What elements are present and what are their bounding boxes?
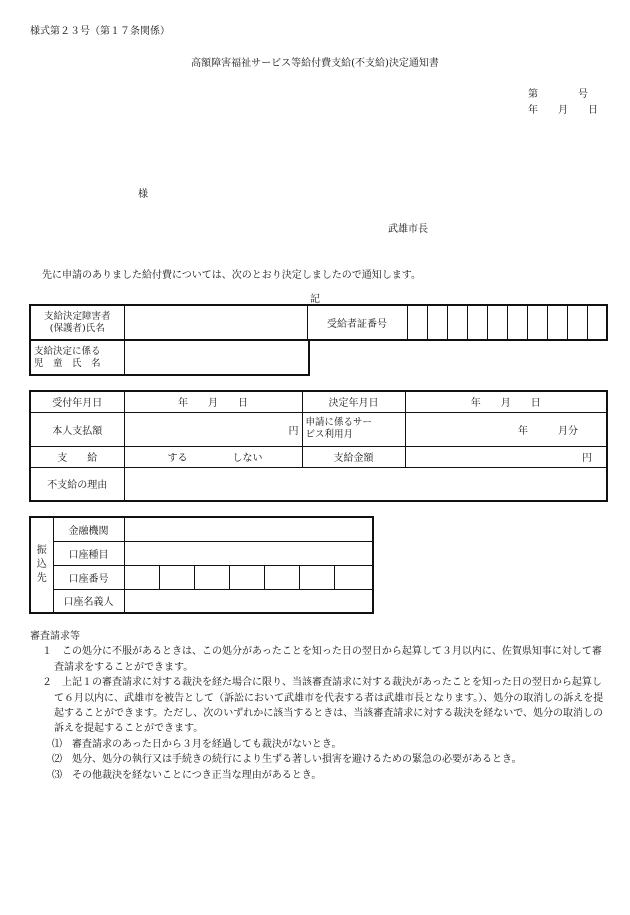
- account-holder-label: 口座名義人: [53, 589, 124, 613]
- transfer-table: [29, 516, 374, 614]
- child-table: [29, 339, 310, 376]
- issuer-name: 武雄市長: [388, 224, 428, 235]
- account-number-digit[interactable]: [229, 565, 264, 589]
- service-month-label: 申請に係るサー ビス利用月: [302, 412, 405, 446]
- received-date-label: 受付年月日: [30, 391, 124, 412]
- applicant-table: [29, 304, 608, 341]
- account-number-label: 口座番号: [53, 565, 124, 589]
- transfer-heading: 振込先: [30, 517, 53, 613]
- bank-field[interactable]: [124, 517, 373, 541]
- recipient-number-label: 受給者証番号: [307, 305, 407, 340]
- recipient-number-digit[interactable]: [447, 305, 467, 340]
- account-type-field[interactable]: [124, 541, 373, 565]
- account-number-digit[interactable]: [264, 565, 299, 589]
- notes-sub-2: ⑵ 処分、処分の執行又は手続きの続行により生ずる著しい損害を避けるための緊急の必要があるとき。: [52, 754, 522, 766]
- recipient-number-digit[interactable]: [487, 305, 507, 340]
- form-number: 様式第２３号（第１７条関係）: [30, 26, 170, 37]
- bank-label: 金融機関: [53, 517, 124, 541]
- recipient-number-digit[interactable]: [407, 305, 427, 340]
- payment-amount-field[interactable]: 円: [405, 446, 607, 467]
- payment-label: 支 給: [30, 446, 124, 467]
- service-month-field[interactable]: 年 月分: [405, 412, 607, 446]
- applicant-name-field[interactable]: [124, 305, 307, 340]
- notes-sub-1: ⑴ 審査請求のあった日から３月を経過しても裁決がないとき。: [52, 738, 342, 750]
- decision-table: [29, 390, 608, 502]
- recipient-number-digit[interactable]: [587, 305, 607, 340]
- notes-item-2: ２ 上記１の審査請求に対する裁決を経た場合に限り、当該審査請求に対する裁決があったことを知った日の翌日から起算して６月以内に、武雄市を被告として（訴訟において武雄市を代表する者は武雄市長となります。）、処分の取消しの訴えを提起することができます。ただし、次のいずれかに該当するときは、当該審査請求に対する裁決を経ないで、処分の取消しの訴えを提起することができます。: [42, 677, 604, 735]
- ki-label: 記: [310, 294, 320, 305]
- notes-item-1: １ この処分に不服があるときは、この処分があったことを知った日の翌日から起算して３月以内に、佐賀県知事に対して審査請求をすることができます。: [42, 646, 602, 673]
- nonpayment-reason-label: 不支給の理由: [30, 467, 124, 501]
- document-number: 第 号: [528, 89, 588, 100]
- recipient-number-digit[interactable]: [507, 305, 527, 340]
- payment-choice[interactable]: [124, 446, 302, 467]
- notes-heading: 審査請求等: [30, 631, 80, 642]
- recipient-number-digit[interactable]: [547, 305, 567, 340]
- appeal-notes: [30, 629, 610, 783]
- decision-date-label: 決定年月日: [302, 391, 405, 412]
- recipient-number-digit[interactable]: [427, 305, 447, 340]
- account-type-label: 口座種目: [53, 541, 124, 565]
- recipient-number-digit[interactable]: [527, 305, 547, 340]
- payment-amount-label: 支給金額: [302, 446, 405, 467]
- paid-amount-label: 本人支払額: [30, 412, 124, 446]
- applicant-name-label: 支給決定障害者 (保護者)氏名: [30, 305, 124, 340]
- paid-amount-field[interactable]: 円: [124, 412, 302, 446]
- account-number-digit[interactable]: [194, 565, 229, 589]
- document-date: 年 月 日: [528, 105, 598, 116]
- notes-sub-3: ⑶ その他裁決を経ないことにつき正当な理由があるとき。: [52, 769, 322, 781]
- recipient-number-digit[interactable]: [467, 305, 487, 340]
- intro-text: 先に申請のありました給付費については、次のとおり決定しましたので通知します。: [42, 270, 421, 281]
- account-number-digit[interactable]: [124, 565, 159, 589]
- account-number-digit[interactable]: [299, 565, 334, 589]
- decision-date-field[interactable]: 年 月 日: [405, 391, 607, 412]
- nonpayment-reason-field[interactable]: [124, 467, 607, 501]
- child-name-field[interactable]: [124, 340, 309, 375]
- account-number-digit[interactable]: [334, 565, 373, 589]
- document-title: 高額障害福祉サービス等給付費支給(不支給)決定通知書: [191, 58, 439, 69]
- payment-do-option[interactable]: する: [167, 453, 188, 464]
- recipient-number-digit[interactable]: [567, 305, 587, 340]
- account-number-digit[interactable]: [159, 565, 194, 589]
- child-name-label: 支給決定に係る 児 童 氏 名: [30, 340, 124, 375]
- payment-do-not-option[interactable]: しない: [232, 453, 263, 464]
- received-date-field[interactable]: 年 月 日: [124, 391, 302, 412]
- account-holder-field[interactable]: [124, 589, 373, 613]
- addressee-suffix: 様: [138, 189, 148, 200]
